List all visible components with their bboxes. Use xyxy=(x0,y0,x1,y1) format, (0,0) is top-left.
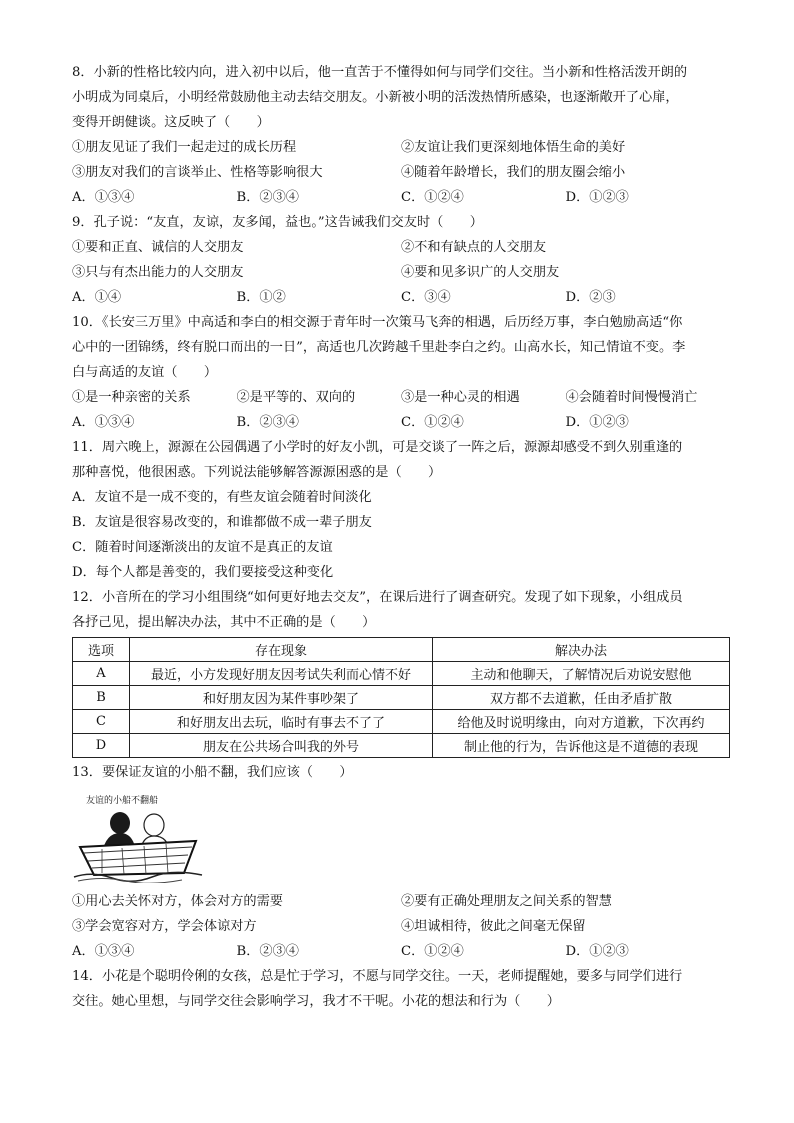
friendship-boat-illustration xyxy=(72,791,212,883)
table-cell: 最近，小方发现好朋友因考试失利而心情不好 xyxy=(130,662,433,686)
question-stem xyxy=(72,310,730,385)
table-header: 选项 xyxy=(73,638,130,662)
choice-d: D．①②③ xyxy=(565,190,629,205)
statement: ④会随着时间慢慢消亡 xyxy=(565,390,698,405)
statement: ①是一种亲密的关系 xyxy=(72,390,191,405)
statement: ②是平等的、双向的 xyxy=(236,390,356,405)
choice-row xyxy=(72,939,730,964)
statement-row xyxy=(72,385,730,410)
statement: ①要和正直、诚信的人交朋友 xyxy=(72,240,244,255)
stem-line: 10．《长安三万里》中高适和李白的相交源于青年时一次策马飞奔的相遇，后历经万事，李白勉励高适“你 xyxy=(72,315,683,330)
stem-line: 各抒己见，提出解决办法，其中不正确的是（ ） xyxy=(72,615,376,630)
table-cell: B xyxy=(73,686,130,710)
statement-row xyxy=(72,914,730,939)
figure-dark-head xyxy=(110,812,130,834)
stem-line: 9．孔子说：“友直，友谅，友多闻，益也。”这告诫我们交友时（ ） xyxy=(72,215,483,230)
statement: ①朋友见证了我们一起走过的成长历程 xyxy=(72,140,297,155)
table-cell: C xyxy=(73,710,130,734)
choice-b: B．友谊是很容易改变的，和谁都做不成一辈子朋友 xyxy=(72,515,372,530)
statement: ②不和有缺点的人交朋友 xyxy=(401,240,547,255)
table-cell: D xyxy=(73,734,130,758)
statement-row xyxy=(72,160,730,185)
choice-a: A．友谊不是一成不变的，有些友谊会随着时间淡化 xyxy=(72,490,372,505)
question-stem xyxy=(72,60,730,135)
statement: ①用心去关怀对方，体会对方的需要 xyxy=(72,894,283,909)
choice-row xyxy=(72,185,730,210)
statement: ③是一种心灵的相遇 xyxy=(401,390,520,405)
choice-row xyxy=(72,410,730,435)
choice-b: B．①② xyxy=(236,290,286,305)
exam-page xyxy=(72,60,730,1014)
question-8 xyxy=(72,60,730,210)
table-cell: A xyxy=(73,662,130,686)
choice-c: C．①②④ xyxy=(401,190,464,205)
stem-line: 心中的一团锦绣，终有脱口而出的一日”，高适也几次跨越千里赴李白之约。山高水长，知己情谊不变。李 xyxy=(72,340,686,355)
question-14 xyxy=(72,964,730,1014)
table-header: 解决办法 xyxy=(433,638,730,662)
stem-line: 小明成为同桌后，小明经常鼓励他主动去结交朋友。小新被小明的活泼热情所感染，也逐渐敞开了心扉， xyxy=(72,90,679,105)
statement-row xyxy=(72,135,730,160)
question-11 xyxy=(72,435,730,585)
choice-d: D．每个人都是善变的，我们要接受这种变化 xyxy=(72,565,334,580)
choice-b: B．②③④ xyxy=(236,415,299,430)
question-stem xyxy=(72,760,730,785)
stem-line: 那种喜悦，他很困惑。下列说法能够解答源源困惑的是（ ） xyxy=(72,465,442,480)
question-stem xyxy=(72,585,730,635)
figure-light-head xyxy=(144,814,164,836)
statement: ②要有正确处理朋友之间关系的智慧 xyxy=(401,894,612,909)
question-stem xyxy=(72,435,730,485)
statement: ③朋友对我们的言谈举止、性格等影响很大 xyxy=(72,165,323,180)
question-stem xyxy=(72,210,730,235)
table-cell: 和好朋友因为某件事吵架了 xyxy=(130,686,433,710)
question-10 xyxy=(72,310,730,435)
statement-row xyxy=(72,235,730,260)
choice-a: A．①④ xyxy=(72,290,122,305)
statement: ④坦诚相待，彼此之间毫无保留 xyxy=(401,919,586,934)
choice-d: D．①②③ xyxy=(565,944,629,959)
table-cell: 和好朋友出去玩，临时有事去不了了 xyxy=(130,710,433,734)
table-header: 存在现象 xyxy=(130,638,433,662)
table-row xyxy=(73,686,730,710)
choice-b: B．②③④ xyxy=(236,944,299,959)
choice-a: A．①③④ xyxy=(72,190,135,205)
choice-b: B．②③④ xyxy=(236,190,299,205)
survey-table xyxy=(72,637,730,758)
stem-line: 11．周六晚上，源源在公园偶遇了小学时的好友小凯，可是交谈了一阵之后，源源却感受不到久别重逢的 xyxy=(72,440,683,455)
choice-row xyxy=(72,285,730,310)
table-cell: 给他及时说明缘由，向对方道歉，下次再约 xyxy=(433,710,730,734)
question-stem xyxy=(72,964,730,1014)
stem-line: 变得开朗健谈。这反映了（ ） xyxy=(72,115,270,130)
stem-line: 8．小新的性格比较内向，进入初中以后，他一直苦于不懂得如何与同学们交往。当小新和性格活泼开朗的 xyxy=(72,65,688,80)
choice-d: D．①②③ xyxy=(565,415,629,430)
illustration-caption: 友谊的小船不翻船 xyxy=(86,796,159,806)
statement: ④要和见多识广的人交朋友 xyxy=(401,265,560,280)
question-9 xyxy=(72,210,730,310)
choice-d: D．②③ xyxy=(565,290,616,305)
choice-c: C．随着时间逐渐淡出的友谊不是真正的友谊 xyxy=(72,540,333,555)
table-header-row xyxy=(73,638,730,662)
choice-c: C．①②④ xyxy=(401,415,464,430)
table-cell: 主动和他聊天，了解情况后劝说安慰他 xyxy=(433,662,730,686)
table-cell: 双方都不去道歉，任由矛盾扩散 xyxy=(433,686,730,710)
statement: ③只与有杰出能力的人交朋友 xyxy=(72,265,244,280)
question-12 xyxy=(72,585,730,758)
statement: ④随着年龄增长，我们的朋友圈会缩小 xyxy=(401,165,626,180)
stem-line: 13．要保证友谊的小船不翻，我们应该（ ） xyxy=(72,765,353,780)
table-row xyxy=(73,710,730,734)
table-row xyxy=(73,662,730,686)
statement-row xyxy=(72,260,730,285)
table-row xyxy=(73,734,730,758)
question-13 xyxy=(72,760,730,964)
statement: ③学会宽容对方，学会体谅对方 xyxy=(72,919,257,934)
stem-line: 12．小音所在的学习小组围绕“如何更好地去交友”，在课后进行了调查研究。发现了如下现象，小组成员 xyxy=(72,590,683,605)
stem-line: 14．小花是个聪明伶俐的女孩，总是忙于学习，不愿与同学交往。一天，老师提醒她，要多与同学们进行 xyxy=(72,969,683,984)
statement: ②友谊让我们更深刻地体悟生命的美好 xyxy=(401,140,626,155)
choice-a: A．①③④ xyxy=(72,415,135,430)
statement-row xyxy=(72,889,730,914)
stem-line: 交往。她心里想，与同学交往会影响学习，我才不干呢。小花的想法和行为（ ） xyxy=(72,994,560,1009)
stem-line: 白与高适的友谊（ ） xyxy=(72,365,218,380)
choice-c: C．③④ xyxy=(401,290,451,305)
choice-a: A．①③④ xyxy=(72,944,135,959)
table-cell: 制止他的行为，告诉他这是不道德的表现 xyxy=(433,734,730,758)
choice-c: C．①②④ xyxy=(401,944,464,959)
table-cell: 朋友在公共场合叫我的外号 xyxy=(130,734,433,758)
